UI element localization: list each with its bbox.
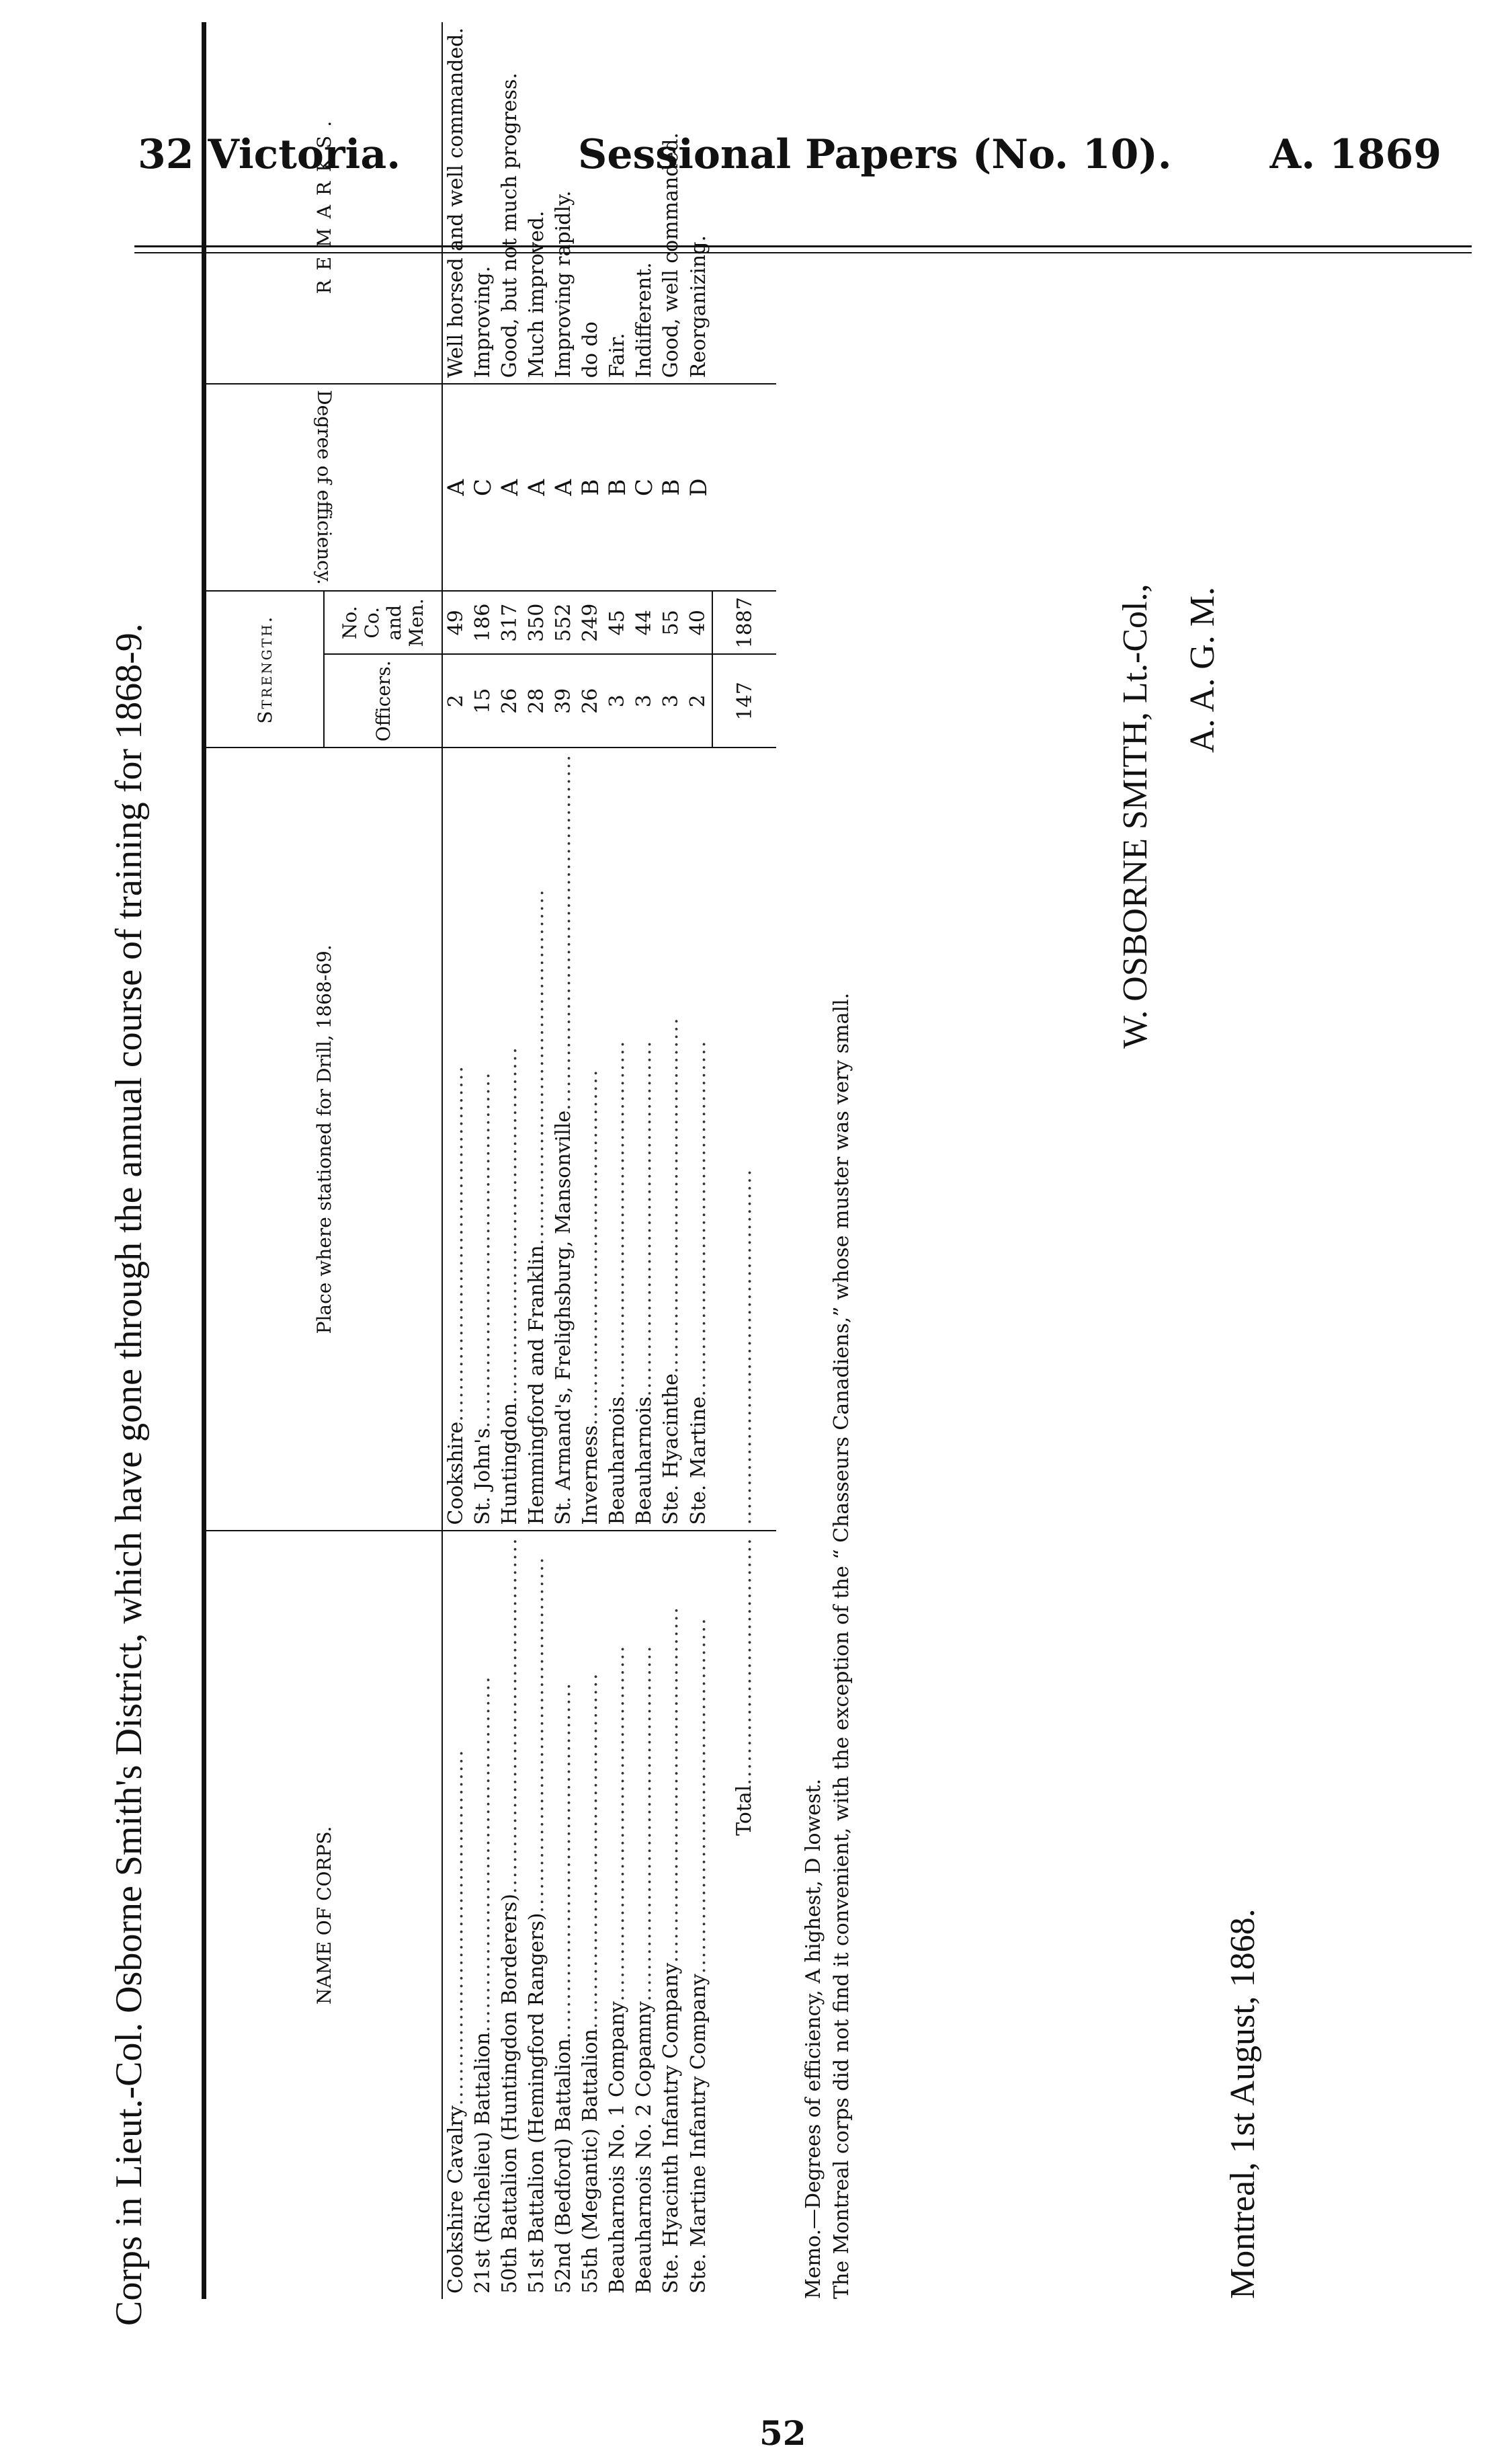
corps-men: 317	[497, 591, 523, 654]
total-remarks-blank	[712, 22, 776, 384]
corps-place-text: Cookshire	[444, 1421, 468, 1525]
corps-name-text: 55th (Megantic) Battalion	[579, 2029, 602, 2294]
col-header-officers-label: Officers.	[372, 660, 394, 742]
corps-degree: C	[470, 384, 497, 591]
leader-dots: ..............................................	[525, 1556, 548, 1913]
corps-remarks: Much improved.	[523, 22, 550, 384]
corps-name	[685, 1531, 712, 2299]
corps-officers: 26	[497, 654, 523, 748]
leader-dots: ..............................................	[444, 1748, 468, 2106]
corps-name-text: 52nd (Bedford) Battalion	[552, 2038, 575, 2294]
corps-place	[658, 748, 685, 1531]
col-header-degree-label: Degree of efficiency.	[312, 390, 335, 586]
corps-place	[550, 748, 577, 1531]
col-header-men	[324, 591, 442, 654]
table-row	[658, 22, 685, 2299]
corps-officers: 2	[685, 654, 712, 748]
corps-name	[577, 1531, 604, 2299]
corps-degree: A	[523, 384, 550, 591]
corps-place	[631, 748, 658, 1531]
total-men: 1887	[712, 591, 776, 654]
col-header-place-label: Place where stationed for Drill, 1868-69.	[312, 944, 335, 1334]
corps-name	[604, 1531, 631, 2299]
col-header-remarks-label: REMARKS.	[312, 111, 335, 294]
table-row	[550, 22, 577, 2299]
corps-officers: 3	[604, 654, 631, 748]
corps-place-text: Beauharnois	[632, 1396, 656, 1525]
table-row	[631, 22, 658, 2299]
corps-name-text: Beauharnois No. 1 Company	[605, 2001, 629, 2294]
leader-dots: ..............................................	[579, 1672, 602, 2029]
corps-name	[442, 1531, 470, 2299]
corps-place	[497, 748, 523, 1531]
corps-place-text: Inverness	[579, 1425, 602, 1525]
corps-officers: 15	[470, 654, 497, 748]
corps-name	[497, 1531, 523, 2299]
corps-name-text: Beauharnois No. 2 Copamny	[632, 2001, 656, 2294]
corps-name-text: 50th Battalion (Huntingdon Borderers)	[498, 1894, 521, 2294]
corps-remarks: Improving.	[470, 22, 497, 384]
corps-officers: 26	[577, 654, 604, 748]
leader-dots: ..............................................	[605, 1644, 629, 2002]
corps-name-text: 51st Battalion (Hemingford Rangers)	[525, 1912, 548, 2294]
corps-place	[523, 748, 550, 1531]
corps-officers: 3	[631, 654, 658, 748]
corps-degree: B	[658, 384, 685, 591]
leader-dots: ..............................................	[579, 1068, 602, 1426]
total-row	[712, 22, 776, 2299]
signature-title: A. A. G. M.	[1183, 586, 1222, 753]
leader-dots: ..............................................	[659, 1606, 683, 1963]
memo-line-2: The Montreal corps did not find it convenient, with the exception of the “ Chasseurs Canadiens,” whose muster was very small.	[830, 992, 853, 2299]
leader-dots: ................................	[732, 1537, 756, 1785]
signature-name: W. OSBORNE SMITH, Lt.-Col.,	[1116, 583, 1154, 1049]
col-header-officers	[324, 654, 442, 748]
corps-place-text: Beauharnois	[605, 1396, 629, 1525]
leader-dots: ..............................................	[471, 1675, 495, 2033]
corps-remarks: do do	[577, 22, 604, 384]
corps-degree: D	[685, 384, 712, 591]
table-row	[470, 22, 497, 2299]
corps-place	[470, 748, 497, 1531]
corps-officers: 39	[550, 654, 577, 748]
corps-name	[658, 1531, 685, 2299]
leader-dots: ..............................................	[732, 1168, 756, 1525]
corps-degree: A	[550, 384, 577, 591]
col-header-name	[204, 1531, 443, 2299]
col-header-place	[204, 748, 443, 1531]
col-header-remarks	[204, 22, 443, 384]
leader-dots: ..............................................	[659, 1016, 683, 1374]
table-row	[685, 22, 712, 2299]
page-number: 52	[759, 2413, 806, 2453]
leader-dots: ..............................................	[525, 888, 548, 1246]
total-place-blank	[712, 748, 776, 1531]
total-label-text: Total	[732, 1785, 756, 1836]
col-header-name-label: NAME OF CORPS.	[312, 1826, 335, 2005]
total-degree-blank	[712, 384, 776, 591]
corps-men: 49	[442, 591, 470, 654]
corps-degree: B	[604, 384, 631, 591]
header-center: Sessional Papers (No. 10).	[578, 131, 1172, 178]
table-row	[497, 22, 523, 2299]
corps-name	[550, 1531, 577, 2299]
corps-name	[631, 1531, 658, 2299]
corps-remarks: Good, well commanded.	[658, 22, 685, 384]
corps-place-text: Ste. Martine	[686, 1396, 710, 1525]
leader-dots: ..............................................	[552, 754, 575, 1111]
col-header-strength-label: Strength.	[253, 614, 276, 724]
dateline: Montreal, 1st August, 1868.	[1224, 1908, 1262, 2299]
col-header-strength	[204, 591, 325, 748]
corps-name-text: Cookshire Cavalry	[444, 2105, 468, 2294]
corps-place	[685, 748, 712, 1531]
corps-place-text: Hemmingford and Franklin	[525, 1245, 548, 1525]
corps-degree: B	[577, 384, 604, 591]
corps-place	[442, 748, 470, 1531]
corps-remarks: Well horsed and well commanded.	[442, 22, 470, 384]
corps-degree: C	[631, 384, 658, 591]
leader-dots: ..............................................	[471, 1071, 495, 1428]
leader-dots: ..............................................	[498, 1046, 521, 1403]
corps-men: 55	[658, 591, 685, 654]
corps-men: 45	[604, 591, 631, 654]
corps-men: 249	[577, 591, 604, 654]
corps-place	[604, 748, 631, 1531]
corps-remarks: Reorganizing.	[685, 22, 712, 384]
corps-degree: A	[442, 384, 470, 591]
memo-line-1: Memo.—Degrees of efficiency, A highest, D lowest.	[802, 1778, 825, 2299]
corps-remarks: Good, but not much progress.	[497, 22, 523, 384]
table-row	[604, 22, 631, 2299]
table-row	[523, 22, 550, 2299]
leader-dots: ..............................................	[444, 1065, 468, 1422]
leader-dots: ..............................................	[686, 1617, 710, 1974]
corps-table	[202, 22, 776, 2299]
corps-place-text: Ste. Hyacinthe	[659, 1373, 683, 1525]
corps-remarks: Fair.	[604, 22, 631, 384]
leader-dots: ..............................................	[498, 1537, 521, 1894]
total-officers: 147	[712, 654, 776, 748]
corps-officers: 2	[442, 654, 470, 748]
table-title: Corps in Lieut.-Col. Osborne Smith's District, which have gone through the annual course of training for 1868-9.	[108, 623, 150, 2326]
leader-dots: ..............................................	[552, 1681, 575, 2039]
leader-dots: ..............................................	[632, 1644, 656, 2002]
corps-name	[523, 1531, 550, 2299]
corps-men: 350	[523, 591, 550, 654]
col-header-degree	[204, 384, 443, 591]
corps-place-text: St. John's	[471, 1428, 495, 1525]
header-left: 32 Victoria.	[138, 131, 401, 178]
corps-place	[577, 748, 604, 1531]
corps-men: 186	[470, 591, 497, 654]
leader-dots: ..............................................	[605, 1039, 629, 1397]
corps-men: 40	[685, 591, 712, 654]
corps-men: 552	[550, 591, 577, 654]
header-right: A. 1869	[1269, 131, 1441, 178]
corps-name-text: 21st (Richelieu) Battalion	[471, 2032, 495, 2294]
corps-place-text: Huntingdon	[498, 1402, 521, 1525]
total-label	[712, 1531, 776, 2299]
table-row	[577, 22, 604, 2299]
corps-officers: 3	[658, 654, 685, 748]
corps-remarks: Indifferent.	[631, 22, 658, 384]
col-header-men-label: No. Co. and Men.	[339, 598, 427, 647]
leader-dots: ..............................................	[632, 1039, 656, 1397]
corps-degree: A	[497, 384, 523, 591]
corps-name-text: Ste. Martine Infantry Company	[686, 1974, 710, 2294]
corps-name	[470, 1531, 497, 2299]
corps-name-text: Ste. Hyacinth Infantry Company	[659, 1962, 683, 2294]
table-row	[442, 22, 470, 2299]
memo	[800, 993, 856, 2299]
leader-dots: ..............................................	[686, 1039, 710, 1397]
corps-place-text: St. Armand's, Frelighsburg, Mansonville	[552, 1110, 575, 1525]
corps-officers: 28	[523, 654, 550, 748]
corps-men: 44	[631, 591, 658, 654]
corps-remarks: Improving rapidly.	[550, 22, 577, 384]
